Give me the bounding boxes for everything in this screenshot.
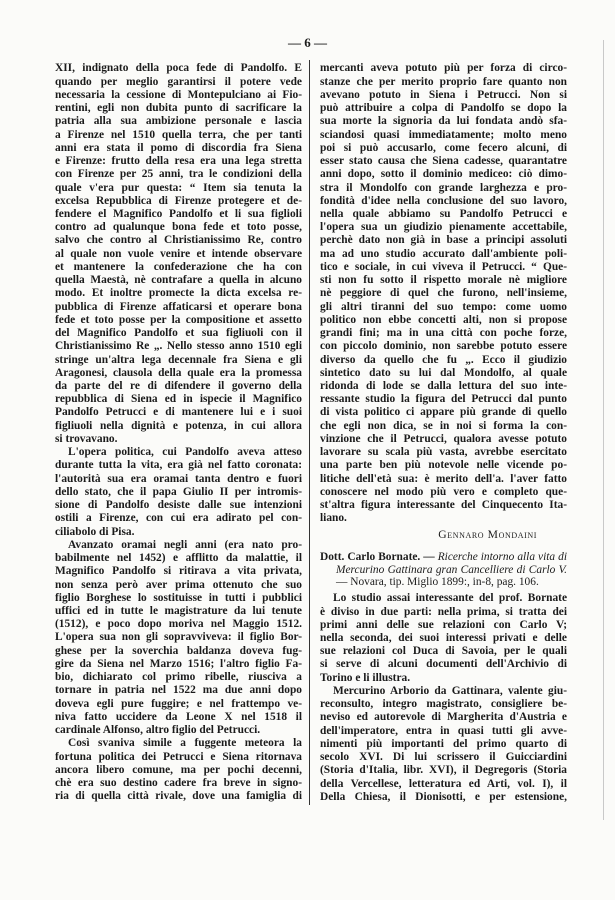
text-line: lavorare su scala più vasta, avrebbe esercitato	[320, 446, 567, 459]
citation-title: Mercurino Gattinara gran Cancelliere di Carlo V.	[336, 563, 567, 576]
text-line: sua morte la signoria da lui fondata andò sfa-	[320, 115, 567, 128]
paragraph	[55, 446, 302, 539]
text-line: (1512), e poco dopo moriva nel Maggio 1512.	[55, 618, 302, 631]
text-line: nella quale abbiamo su Pandolfo Petrucci e	[320, 207, 567, 220]
text-line: stra il Mondolfo con grande larghezza e pro-	[320, 181, 567, 194]
text-line: dell'imperatore, entra in quasi tutti gli avve-	[320, 724, 567, 737]
text-line: fortuna politica dei Petrucci e Siena ritornava	[55, 750, 302, 763]
text-line: Lo studio assai interessante del prof. Bornate	[333, 592, 567, 605]
text-line: l'autorità sua era oramai tanta dentro e fuori	[55, 472, 302, 485]
text-line: con piccolo dominio, non sarebbe potuto essere	[320, 340, 567, 353]
text-line: ma ad uno studio accurato dall'ambiente poli-	[320, 247, 567, 260]
left-column	[55, 62, 302, 803]
text-line: reconsulto, integro magistrato, consigliere be-	[320, 698, 567, 711]
text-line: Christianissimo Re „. Nello stesso anno 1510 egli	[55, 340, 302, 353]
text-line: ria di quella città rivale, dove una famiglia di	[55, 790, 302, 803]
text-line: Mercurino Arborio da Gattinara, valente giu-	[333, 684, 567, 697]
text-line: perchè dato non già in base a principi assoluti	[320, 234, 567, 247]
text-line: sti non fu sotto il rispetto morale nè migliore	[320, 274, 567, 287]
text-line: contro ad qualunque bona fede et toto posse,	[55, 221, 302, 234]
text-line: quale v'era pur questa: “ Item sia tenuta la	[55, 181, 302, 194]
paragraph	[320, 62, 567, 525]
text-line: L'opera politica, cui Pandolfo aveva atteso	[68, 446, 302, 459]
text-line: stringe un'altra lega decennale fra Siena e gli	[55, 353, 302, 366]
text-line: patria alla sua ambizione personale e lascia	[55, 115, 302, 128]
text-line: durante tutta la vita, era già nel fatto coronata:	[55, 459, 302, 472]
text-line: anni dopo, sotto il dominio mediceo: ciò dimo-	[320, 168, 567, 181]
text-line: figlio Borghese lo sostituisse in tutti i pubblici	[55, 591, 302, 604]
text-line: st'altra figura interessante del Cinquecento Ita-	[320, 499, 567, 512]
text-line: al quale non vuole venire et intende observare	[55, 247, 302, 260]
text-line: Pandolfo Petrucci e di mantenere lui e i suoi	[55, 406, 302, 419]
text-line: una parte ben più notevole nelle vicende po-	[320, 459, 567, 472]
text-line: secolo XVI. Di lui scrissero il Guicciardini	[320, 751, 567, 764]
citation-line	[320, 576, 567, 589]
review-text-mondolfo	[320, 62, 567, 525]
text-line: babilmente nel 1452) e afflitto da malattie, il	[55, 552, 302, 565]
text-line: ancora libero comune, ma per pochi decenni,	[55, 763, 302, 776]
text-line: neviso ed autorevole di Margherita d'Austria e	[320, 711, 567, 724]
text-line: Aragonesi, clausola della quale era la promessa	[55, 366, 302, 379]
text-line: litiche dell'età sua: è merito dell'a. l'aver fatto	[320, 472, 567, 485]
text-line: ridonda di lode se dalla lettura del suo inte-	[320, 380, 567, 393]
text-line: Della Chiesa, il Dionisotti, e per estensione,	[320, 790, 567, 803]
text-line: repubblica di Siena ed in ispecie il Magnifico	[55, 393, 302, 406]
text-line: anni era stata il pomo di discordia fra Siena	[55, 141, 302, 154]
text-line: grandi fini; ma in una città con poche forze,	[320, 327, 567, 340]
text-line: necessaria la cessione di Montepulciano ai Fio-	[55, 88, 302, 101]
text-line: politico non ebbe concetti alti, non si propose	[320, 313, 567, 326]
text-line: vinzione che il Petrucci, qualora avesse potuto	[320, 432, 567, 445]
text-line: L'opera sua non gli sopravviveva: il figlio Bor-	[55, 631, 302, 644]
text-line: con Firenze per 25 anni, tra le condizioni della	[55, 168, 302, 181]
text-line: l'opera sua un giudizio pienamente accettabile,	[320, 221, 567, 234]
page-number: — 6 —	[288, 35, 327, 50]
text-line: tornare in patria nel 1522 ma due anni dopo	[55, 684, 302, 697]
text-line: è diviso in due parti: nella prima, si tratta dei	[320, 605, 567, 618]
text-line: rentini, egli non dubita punto di sacrificare la	[55, 102, 302, 115]
text-line: primi anni delle sue relazioni con Carlo V;	[320, 618, 567, 631]
text-line: Avanzato oramai negli anni (era nato pro-	[68, 538, 302, 551]
text-line: nimenti più importanti del primo quarto di	[320, 737, 567, 750]
text-line: liano.	[320, 512, 347, 525]
text-line: XII, indignato della poca fede di Pandolfo. E	[55, 62, 302, 75]
review-text-bornate	[320, 592, 567, 804]
text-line: cardinale Alfonso, altro figlio del Petrucci.	[55, 724, 261, 737]
text-line: diverso da quello che fu „. Ecco il giudizio	[320, 353, 567, 366]
text-line: esser stato causa che Siena cadesse, quarantatre	[320, 155, 567, 168]
citation-title: Ricerche intorno alla vita di	[437, 551, 567, 564]
paragraph	[55, 737, 302, 803]
text-line: poi si può accusarlo, come fecero alcuni, di	[320, 141, 567, 154]
text-line: dello stato, che il papa Giulio II per intromis-	[55, 485, 302, 498]
text-line: conoscere nel modo più vero e completo que-	[320, 485, 567, 498]
text-line: stanze che per merito proprio fare quanto non	[320, 75, 567, 88]
text-line: ressante studio la figura del Petrucci dal punto	[320, 393, 567, 406]
text-line: del Magnifico Pandolfo et sua figliuoli con il	[55, 327, 302, 340]
scan-page-edge	[603, 40, 604, 820]
text-line: doveva egli pure fuggire; e nel frattempo ve-	[55, 697, 302, 710]
text-line: modo. Et inoltre promecte la dicta excelsa re-	[55, 287, 302, 300]
text-line: Così svaniva simile a fuggente meteora la	[68, 737, 302, 750]
paragraph	[55, 62, 302, 446]
text-line: figliuoli nella dignità e potenza, in cui allora	[55, 419, 302, 432]
text-line: che egli non dica, se in noi si forma la con-	[320, 419, 567, 432]
text-line: non senza però aver prima ottenuto che suo	[55, 578, 302, 591]
text-line: salvo che contro al Christianissimo Re, contro	[55, 234, 302, 247]
text-line: a Firenze nel 1510 quella terra, che per tanti	[55, 128, 302, 141]
text-line: da parte del re di difendere il governo della	[55, 380, 302, 393]
text-line: chè era suo destino cadere fra breve in signo-	[55, 777, 302, 790]
text-line: fede et toto posse per la compositione et assetto	[55, 313, 302, 326]
text-line: uffici ed in tutte le magistrature da lui tenute	[55, 605, 302, 617]
text-line: e Firenze: frutto della resa era una lega stretta	[55, 155, 302, 168]
paragraph	[320, 592, 567, 685]
text-line: quella Maestà, nè contrafare a quella in alcuno	[55, 274, 302, 287]
citation-publication: — Novara, tip. Miglio 1899:, in-8, pag. 106.	[336, 576, 539, 589]
text-line: Magnifico Pandolfo si ritirava a vita privata,	[55, 565, 302, 578]
text-line: si serve di alcuni documenti dell'Archivio di	[320, 658, 567, 671]
text-line: ostili a Firenze, con cui era adirato pel con-	[55, 512, 302, 525]
citation-dash: —	[420, 551, 438, 564]
text-line: quando per meglio garantirsi il potere vede	[55, 75, 302, 88]
text-line: gire da Siena nel Marzo 1516; l'altro figlio Fa-	[55, 657, 302, 670]
text-line: (Storia d'Italia, libr. XVI), il Degregoris (Storia	[320, 764, 567, 777]
text-line: sione di Pandolfo desiste dalle sue intenzioni	[55, 499, 302, 512]
text-line: mercanti aveva potuto più per forza di circo-	[320, 62, 567, 75]
text-line: di vista politico ci appare più grande di quello	[320, 406, 567, 419]
text-line: pubblica di Firenze affaticarsi et operare bona	[55, 300, 302, 313]
text-line: ciliabolo di Pisa.	[55, 525, 135, 538]
book-citation	[320, 551, 567, 589]
right-column	[320, 62, 567, 804]
text-line: sue relazioni col Duca di Savoia, per le quali	[320, 645, 567, 658]
text-line: Torino e li illustra.	[320, 671, 411, 684]
text-line: nè peggiore di quel che furono, nell'insieme,	[320, 287, 567, 300]
text-line: avevano potuto in Siena i Petrucci. Non si	[320, 88, 567, 101]
text-line: et mantenere la confederazione che ha con	[55, 260, 302, 273]
reviewer-signature: Gennaro Mondaini	[438, 528, 537, 542]
text-line: può attribuire a colpa di Pandolfo se dopo la	[320, 102, 567, 115]
column-divider	[309, 60, 310, 805]
text-line: bio, dichiarato col primo ribelle, riusciva a	[55, 671, 302, 684]
text-line: fondità d'idee nella conclusione del suo lavoro,	[320, 194, 567, 207]
text-line: si trovavano.	[55, 432, 118, 445]
text-line: della Vercellese, letteratura ed Arti, vol. I), il	[320, 777, 567, 790]
paragraph	[55, 539, 302, 738]
paragraph	[320, 685, 567, 804]
text-line: niva fatto uccidere da Leone X nel 1518 il	[55, 710, 302, 723]
citation-author: Dott. Carlo Bornate.	[320, 551, 421, 564]
citation-line	[320, 564, 567, 577]
text-line: ghese per la soverchia baldanza doveva fug-	[55, 644, 302, 657]
text-line: tico e sociale, in cui viveva il Petrucci. “ Que-	[320, 260, 567, 273]
citation-line	[320, 551, 567, 564]
text-line: sintetico dato su lui dal Mondolfo, al quale	[320, 366, 567, 379]
text-line: nella seconda, dei suoi interessi privati e delle	[320, 632, 567, 644]
text-line: sciandosi quasi immediatamente; molto meno	[320, 128, 567, 141]
text-line: fendere el Magnifico Pandolfo et li sua figlioli	[55, 207, 302, 220]
text-line: gli altri tiranni del suo tempo: come uomo	[320, 300, 567, 313]
text-line: excelsa Repubblica di Firenze protegere et de-	[55, 194, 302, 207]
